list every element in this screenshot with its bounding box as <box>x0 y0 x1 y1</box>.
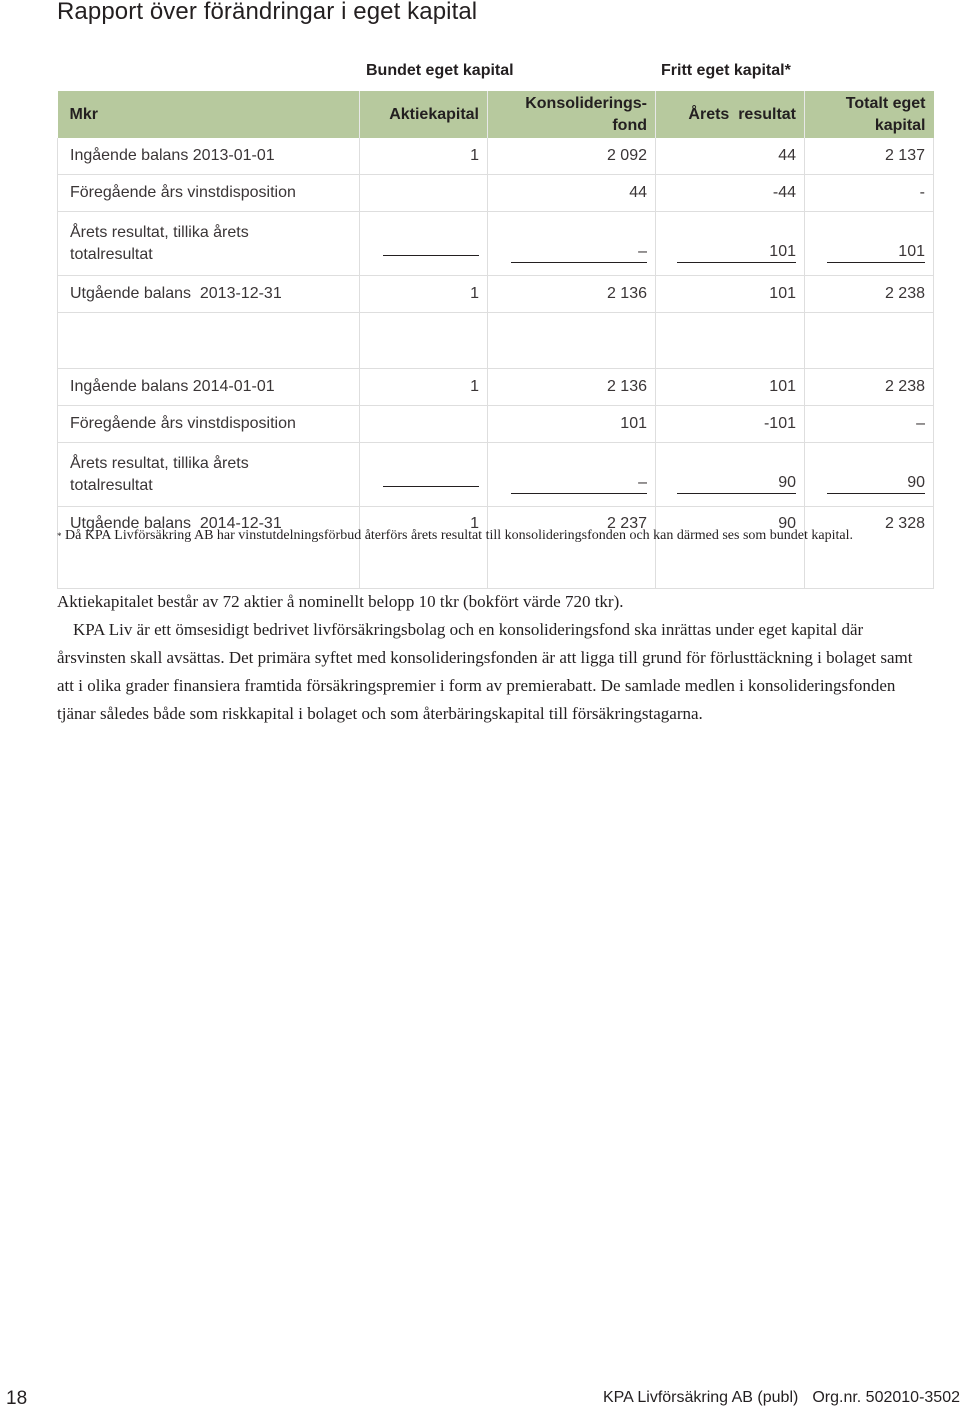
cell-konsolideringsfond: 2 136 <box>488 276 656 313</box>
spacer-cell <box>360 313 488 369</box>
table-row <box>58 138 934 175</box>
footer-company: KPA Livförsäkring AB (publ) <box>602 1389 799 1406</box>
cell-aktiekapital: 1 <box>360 369 488 406</box>
table-spacer-row <box>58 313 934 369</box>
cell-arets-resultat: 44 <box>656 138 805 175</box>
table-header-row <box>58 91 934 138</box>
cell-arets-resultat <box>656 212 805 276</box>
spacer-cell <box>58 313 360 369</box>
header-mkr: Mkr <box>58 91 360 138</box>
cell-konsolideringsfond: 44 <box>488 175 656 212</box>
cell-aktiekapital <box>360 212 488 276</box>
table-row <box>58 369 934 406</box>
spacer-cell <box>488 313 656 369</box>
spacer-cell <box>805 313 934 369</box>
body-text <box>57 588 927 728</box>
footnote <box>57 527 917 545</box>
cell-totalt: 2 238 <box>805 276 934 313</box>
cell-arets-resultat: 101 <box>656 369 805 406</box>
header-aktiekapital: Aktiekapital <box>360 91 488 138</box>
footer-org-nr: Org.nr. 502010-3502 <box>812 1389 960 1406</box>
row-label: Utgående balans 2013-12-31 <box>58 276 360 313</box>
page-number: 18 <box>6 1388 28 1409</box>
row-label-text: Årets resultat, tillika årets totalresultat <box>70 223 249 263</box>
cell-underline: 101 <box>827 243 925 263</box>
cell-arets-resultat <box>656 443 805 507</box>
group-header-bundet: Bundet eget kapital <box>366 62 514 79</box>
row-label <box>58 212 360 276</box>
cell-aktiekapital: 1 <box>360 276 488 313</box>
table-row <box>58 212 934 276</box>
header-totalt-eget-kapital <box>805 91 934 138</box>
page-title: Rapport över förändringar i eget kapital <box>57 0 478 25</box>
cell-totalt: 2 238 <box>805 369 934 406</box>
cell-arets-resultat: 101 <box>656 276 805 313</box>
cell-aktiekapital: 1 <box>360 138 488 175</box>
row-label: Ingående balans 2013-01-01 <box>58 138 360 175</box>
row-label: Utgående balans 2014-12-31 <box>58 507 360 589</box>
page-footer <box>603 1389 960 1407</box>
cell-underline: 90 <box>677 474 796 494</box>
cell-arets-resultat: -101 <box>656 406 805 443</box>
row-label <box>58 443 360 507</box>
header-konsolideringsfond-label: Konsoliderings-fond <box>525 94 647 134</box>
cell-underline: 90 <box>827 474 925 494</box>
cell-totalt: - <box>805 175 934 212</box>
row-label: Föregående års vinstdisposition <box>58 406 360 443</box>
table-row <box>58 443 934 507</box>
cell-underline: – <box>511 474 647 494</box>
cell-konsolideringsfond <box>488 443 656 507</box>
group-header-fritt: Fritt eget kapital* <box>661 62 791 79</box>
cell-underline: 101 <box>677 243 796 263</box>
table-row <box>58 507 934 589</box>
cell-aktiekapital: 1 <box>360 507 488 589</box>
cell-arets-resultat: 90 <box>656 507 805 589</box>
footnote-text: Då KPA Livförsäkring AB har vinstutdelningsförbud återförs årets resultat till konsolideringsfonden och kan därmed ses som bundet kapital. <box>65 528 854 543</box>
table-row <box>58 276 934 313</box>
cell-underline <box>383 254 479 256</box>
cell-totalt <box>805 443 934 507</box>
header-konsolideringsfond <box>488 91 656 138</box>
header-arets-resultat: Årets resultat <box>656 91 805 138</box>
cell-totalt: 2 137 <box>805 138 934 175</box>
table-row <box>58 175 934 212</box>
cell-konsolideringsfond: 101 <box>488 406 656 443</box>
cell-totalt: – <box>805 406 934 443</box>
cell-konsolideringsfond: 2 092 <box>488 138 656 175</box>
cell-aktiekapital <box>360 443 488 507</box>
cell-totalt <box>805 212 934 276</box>
cell-totalt: 2 328 <box>805 507 934 589</box>
paragraph: KPA Liv är ett ömsesidigt bedrivet livförsäkringsbolag och en konsolideringsfond ska inrättas under eget kapital där årsvinsten skall avsättas. Det primära syftet med konsolideringsfonden är att ligga till grund för förlusttäckning i bolaget samt att i olika grader finansiera framtida försäkringspremier i form av premierabatt. De samlade medlen i konsolideringsfonden tjänar således både som riskkapital i bolaget och som återbäringskapital till försäkringstagarna. <box>57 620 913 723</box>
equity-changes-table <box>57 91 934 589</box>
cell-aktiekapital <box>360 406 488 443</box>
cell-underline: – <box>511 243 647 263</box>
paragraph: Aktiekapitalet består av 72 aktier å nominellt belopp 10 tkr (bokfört värde 720 tkr). <box>57 592 624 611</box>
row-label: Föregående års vinstdisposition <box>58 175 360 212</box>
header-totalt-label: Totalt eget kapital <box>845 94 926 134</box>
cell-konsolideringsfond: 2 136 <box>488 369 656 406</box>
cell-underline <box>383 485 479 487</box>
table-row <box>58 406 934 443</box>
cell-aktiekapital <box>360 175 488 212</box>
row-label: Ingående balans 2014-01-01 <box>58 369 360 406</box>
cell-konsolideringsfond <box>488 212 656 276</box>
spacer-cell <box>656 313 805 369</box>
row-label-text: Årets resultat, tillika årets totalresultat <box>70 454 249 494</box>
cell-arets-resultat: -44 <box>656 175 805 212</box>
cell-konsolideringsfond: 2 237 <box>488 507 656 589</box>
footnote-marker: * <box>57 531 62 541</box>
